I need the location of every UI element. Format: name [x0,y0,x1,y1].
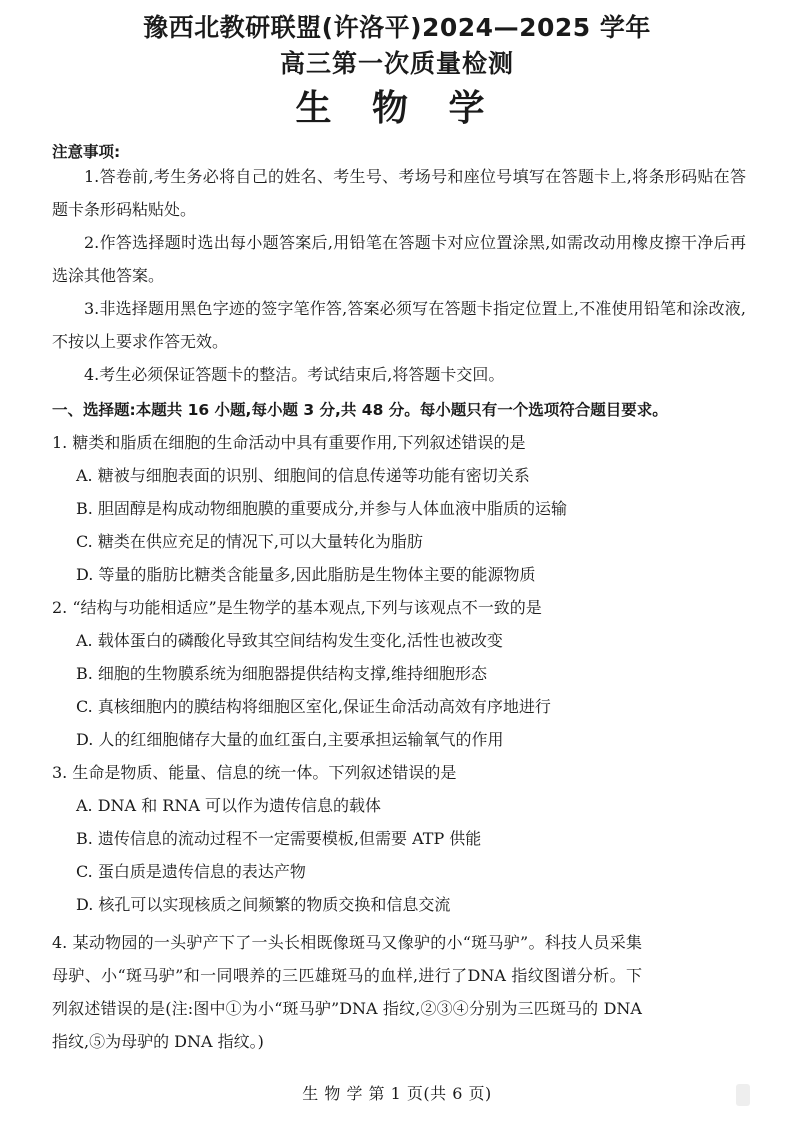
question-option: B. 遗传信息的流动过程不一定需要模板,但需要 ATP 供能 [76,829,482,848]
notice-item: 4.考生必须保证答题卡的整洁。考试结束后,将答题卡交回。 [84,365,505,384]
question-stem: 2. “结构与功能相适应”是生物学的基本观点,下列与该观点不一致的是 [52,598,542,617]
question-option: B. 细胞的生物膜系统为细胞器提供结构支撑,维持细胞形态 [76,664,488,683]
question-option: D. 核孔可以实现核质之间频繁的物质交换和信息交流 [76,895,451,914]
notice-heading: 注意事项: [52,143,121,161]
question-option: A. DNA 和 RNA 可以作为遗传信息的载体 [76,796,381,815]
question-option: C. 蛋白质是遗传信息的表达产物 [76,862,306,881]
subject-title: 生 物 学 [295,88,499,129]
notice-item: 3.非选择题用黑色字迹的签字笔作答,答案必须写在答题卡指定位置上,不准使用铅笔和涂改液,不按以上要求作答无效。 [52,299,746,351]
question-option: A. 载体蛋白的磷酸化导致其空间结构发生变化,活性也被改变 [76,631,503,650]
notice-item: 2.作答选择题时选出每小题答案后,用铅笔在答题卡对应位置涂黑,如需改动用橡皮擦干净后再选涂其他答案。 [52,233,746,285]
question-option: D. 人的红细胞储存大量的血红蛋白,主要承担运输氧气的作用 [76,730,504,749]
exam-title: 豫西北教研联盟(许洛平)2024—2025 学年 [143,13,651,42]
question-option: C. 真核细胞内的膜结构将细胞区室化,保证生命活动高效有序地进行 [76,697,551,716]
page-footer: 生 物 学 第 1 页(共 6 页) [302,1084,492,1103]
question-stem: 1. 糖类和脂质在细胞的生命活动中具有重要作用,下列叙述错误的是 [52,433,526,452]
question-option: A. 糖被与细胞表面的识别、细胞间的信息传递等功能有密切关系 [76,466,530,485]
question-option: C. 糖类在供应充足的情况下,可以大量转化为脂肪 [76,532,423,551]
notice-item: 1.答卷前,考生务必将自己的姓名、考生号、考场号和座位号填写在答题卡上,将条形码贴在答题卡条形码粘贴处。 [52,167,746,219]
question-stem: 4. 某动物园的一头驴产下了一头长相既像斑马又像驴的小“斑马驴”。科技人员采集母驴、小“斑马驴”和一同喂养的三匹雄斑马的血样,进行了DNA 指纹图谱分析。下列叙述错误的是(注:图中①为小“斑马驴”DNA 指纹,②③④分别为三匹斑马的 DNA 指纹,⑤为母驴的 DNA 指纹。) [52,933,642,1051]
question-stem: 3. 生命是物质、能量、信息的统一体。下列叙述错误的是 [52,763,457,782]
section-heading: 一、选择题:本题共 16 小题,每小题 3 分,共 48 分。每小题只有一个选项符合题目要求。 [52,401,668,419]
exam-subtitle: 高三第一次质量检测 [279,49,514,78]
question-option: D. 等量的脂肪比糖类含能量多,因此脂肪是生物体主要的能源物质 [76,565,536,584]
scan-artifact [736,1084,750,1106]
question-option: B. 胆固醇是构成动物细胞膜的重要成分,并参与人体血液中脂质的运输 [76,499,568,518]
